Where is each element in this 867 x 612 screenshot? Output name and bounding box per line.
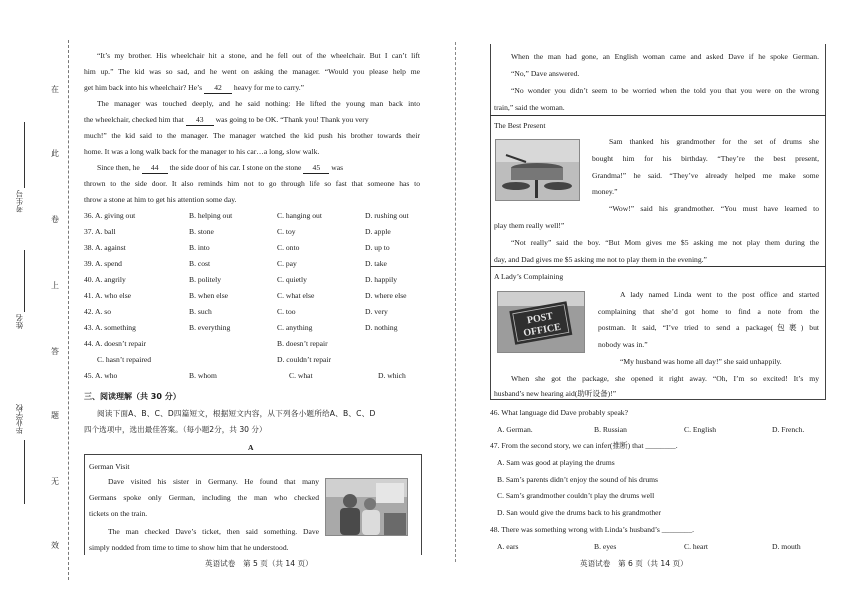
text-line: train,” said the woman. xyxy=(494,103,565,112)
text-line: postman. It said, “I’ve tried to send a package(包裹) but xyxy=(598,323,819,332)
name-label: 姓名 xyxy=(15,314,24,329)
question-46: 46. What language did Dave probably speak? xyxy=(490,408,628,417)
choice-option[interactable]: B. whom xyxy=(189,371,217,380)
gutter-char: 无 xyxy=(51,477,59,486)
choice-option[interactable]: D. nothing xyxy=(365,323,398,332)
choice-option[interactable]: B. doesn’t repair xyxy=(277,339,328,348)
text-line: Germans spoke only German, including the man who checked xyxy=(89,493,319,502)
text-line: complaining that she’d got home to find a note from the xyxy=(598,307,819,316)
text-line: “Not really” said the boy. “But Mom gives me $5 asking me not play them during the xyxy=(511,238,819,247)
school-label: 毕业学校 xyxy=(15,404,24,434)
choice-option[interactable]: 43. A. something xyxy=(84,323,136,332)
text-line: husband’s new hearing aid(助听设备)!” xyxy=(494,389,617,398)
sign-text-post: POST xyxy=(526,310,554,327)
choice-option[interactable]: C. too xyxy=(277,307,296,316)
text-line: bought him for his birthday. “They’re the best present, xyxy=(592,154,819,163)
text-line: The man checked Dave’s ticket, then said something. Dave xyxy=(108,527,319,536)
choice-option[interactable]: C. heart xyxy=(684,542,709,551)
choice-option[interactable]: B. helping out xyxy=(189,211,233,220)
gutter-dashed-line xyxy=(68,40,69,580)
choice-option[interactable]: D. happily xyxy=(365,275,398,284)
article-title: German Visit xyxy=(89,462,130,471)
text-line: “No wonder you didn’t seem to be worried when the told you that you were on the wrong xyxy=(511,86,819,95)
gutter-char: 此 xyxy=(51,149,59,158)
choice-option[interactable]: A. Sam was good at playing the drums xyxy=(497,458,615,467)
text-line: the wheelchair, checked him that 43 was going to be OK. “Thank you! Thank you very xyxy=(84,115,369,124)
choice-option[interactable]: B. when else xyxy=(189,291,229,300)
choice-option[interactable]: 41. A. who else xyxy=(84,291,132,300)
choice-option[interactable]: 38. A. against xyxy=(84,243,126,252)
article-title: The Best Present xyxy=(494,121,546,130)
choice-option[interactable]: B. Russian xyxy=(594,425,627,434)
choice-option[interactable]: B. Sam’s parents didn’t enjoy the sound of his drums xyxy=(497,475,659,484)
blank-42[interactable]: 42 xyxy=(204,83,232,94)
text-line: him up.” The kid was so sad, and he went on asking the manager. “Would you please help me xyxy=(84,67,420,76)
text-line: Dave visited his sister in Germany. He found that many xyxy=(108,477,319,486)
choice-option[interactable]: D. apple xyxy=(365,227,391,236)
choice-option[interactable]: 40. A. angrily xyxy=(84,275,126,284)
choice-option[interactable]: 45. A. who xyxy=(84,371,118,380)
choice-option[interactable]: D. rushing out xyxy=(365,211,409,220)
choice-option[interactable]: C. pay xyxy=(277,259,297,268)
choice-option[interactable]: D. mouth xyxy=(772,542,801,551)
choice-option[interactable]: B. eyes xyxy=(594,542,617,551)
gutter-char: 在 xyxy=(51,85,59,94)
choice-option[interactable]: C. what else xyxy=(277,291,315,300)
instructions-line: 阅读下面A、B、C、D四篇短文，根据短文内容，从下列各小题所给A、B、C、D xyxy=(97,409,376,418)
choice-option[interactable]: 36. A. giving out xyxy=(84,211,136,220)
section-title: 三、阅读理解（共 30 分） xyxy=(84,392,181,401)
choice-option[interactable]: C. what xyxy=(289,371,313,380)
text-line: “Wow!” said his grandmother. “You must have learned to xyxy=(609,204,819,213)
text-line: much!” the kid said to the manager. The manager watched the kid push his brother towards their xyxy=(84,131,420,140)
exam-number-blank[interactable] xyxy=(24,122,25,188)
text-line: home. It was a long walk back for the manager to his car…a long, slow walk. xyxy=(84,147,320,156)
gutter-char: 效 xyxy=(51,541,59,550)
choice-option[interactable]: B. into xyxy=(189,243,210,252)
choice-option[interactable]: C. English xyxy=(684,425,717,434)
gutter-char: 上 xyxy=(51,281,59,290)
choice-option[interactable]: D. San would give the drums back to his grandmother xyxy=(497,508,662,517)
train-people-illustration xyxy=(326,479,407,535)
choice-option[interactable]: D. where else xyxy=(365,291,407,300)
post-office-sign-photo xyxy=(497,291,585,353)
exam-number-label: 考生号 xyxy=(15,190,24,213)
text-line: Since then, he 44 the side door of his car. I stone on the stone 45 was xyxy=(97,163,344,172)
sign-text-office: OFFICE xyxy=(522,321,562,340)
blank-44[interactable]: 44 xyxy=(142,163,168,174)
question-47: 47. From the second story, we can infer(推断) that ________. xyxy=(490,441,678,450)
choice-option[interactable]: D. French. xyxy=(772,425,805,434)
text-line: get him back into his wheelchair? He’s 42 heavy for me to carry.” xyxy=(84,83,305,92)
post-office-sign-illustration xyxy=(498,292,584,352)
choice-option[interactable]: C. Sam’s grandmother couldn’t play the drums well xyxy=(497,491,655,500)
text-line: play them really well!” xyxy=(494,221,565,230)
text-line: money.” xyxy=(592,187,618,196)
article-title: A Lady’s Complaining xyxy=(494,272,564,281)
text-line: thrown to the side door. It also reminds him not to go through life so fast that someone has to xyxy=(84,179,420,188)
choice-option[interactable]: C. anything xyxy=(277,323,313,332)
choice-option[interactable]: C. toy xyxy=(277,227,296,236)
text-line: day, and Dad gives me $5 asking me not to play them in the evening.” xyxy=(494,255,707,264)
text-line: “My husband was home all day!” she said unhappily. xyxy=(620,357,782,366)
box-separator xyxy=(490,266,826,267)
text-line: throw a stone at him to get his attention some day. xyxy=(84,195,237,204)
question-48: 48. There was something wrong with Linda’s husband’s ________. xyxy=(490,525,695,534)
choice-option[interactable]: B. cost xyxy=(189,259,211,268)
choice-option[interactable]: D. very xyxy=(365,307,388,316)
school-blank[interactable] xyxy=(24,440,25,504)
text-line: When the man had gone, an English woman came and asked Dave if he spoke German. xyxy=(511,52,819,61)
page-footer: 英语试卷 第 5 页（共 14 页） xyxy=(205,559,313,568)
choice-option[interactable]: D. take xyxy=(365,259,387,268)
choice-option[interactable]: 42. A. so xyxy=(84,307,112,316)
page-divider xyxy=(455,42,456,562)
text-line: nobody was in.” xyxy=(598,340,648,349)
choice-option[interactable]: C. onto xyxy=(277,243,300,252)
choice-option[interactable]: C. hasn’t repaired xyxy=(97,355,152,364)
drums-illustration xyxy=(496,140,579,200)
drums-photo xyxy=(495,139,580,201)
choice-option[interactable]: B. such xyxy=(189,307,212,316)
text-line: Sam thanked his grandmother for the set of drums she xyxy=(609,137,819,146)
blank-43[interactable]: 43 xyxy=(186,115,214,126)
choice-option[interactable]: B. everything xyxy=(189,323,231,332)
text-line: simply nodded from time to time to show him that he understood. xyxy=(89,543,289,552)
choice-option[interactable]: D. up to xyxy=(365,243,390,252)
choice-option[interactable]: A. German. xyxy=(497,425,533,434)
text-line: Grandma!” he said. “They’ve already helped me make some xyxy=(592,171,819,180)
text-line: The manager was touched deeply, and he said nothing: He lifted the young man back into xyxy=(97,99,420,108)
instructions-line: 四个选项中，选出最佳答案。（每小题2分，共 30 分） xyxy=(84,425,267,434)
choice-option[interactable]: C. hanging out xyxy=(277,211,322,220)
choice-option[interactable]: 44. A. doesn’t repair xyxy=(84,339,147,348)
text-line: “It’s my brother. His wheelchair hit a stone, and he fell out of the wheelchair. But I can’t lift xyxy=(97,51,420,60)
choice-option[interactable]: A. ears xyxy=(497,542,519,551)
choice-option[interactable]: B. politely xyxy=(189,275,222,284)
train-people-photo xyxy=(325,478,408,536)
choice-option[interactable]: 37. A. ball xyxy=(84,227,116,236)
choice-option[interactable]: D. couldn’t repair xyxy=(277,355,332,364)
gutter-char: 卷 xyxy=(51,215,59,224)
choice-option[interactable]: D. which xyxy=(378,371,406,380)
choice-option[interactable]: 39. A. spend xyxy=(84,259,122,268)
text-line: A lady named Linda went to the post office and started xyxy=(620,290,819,299)
choice-option[interactable]: B. stone xyxy=(189,227,214,236)
page-footer: 英语试卷 第 6 页（共 14 页） xyxy=(580,559,688,568)
choice-option[interactable]: C. quietly xyxy=(277,275,307,284)
box-separator xyxy=(490,115,826,116)
blank-45[interactable]: 45 xyxy=(303,163,329,174)
gutter-char: 答 xyxy=(51,347,59,356)
text-line: When she got the package, she opened it right away. “Oh, I’m so excited! It’s my xyxy=(511,374,819,383)
gutter-char: 题 xyxy=(51,411,59,420)
name-blank[interactable] xyxy=(24,250,25,312)
part-label: A xyxy=(248,443,254,452)
text-line: “No,” Dave answered. xyxy=(511,69,580,78)
text-line: tickets on the train. xyxy=(89,509,148,518)
